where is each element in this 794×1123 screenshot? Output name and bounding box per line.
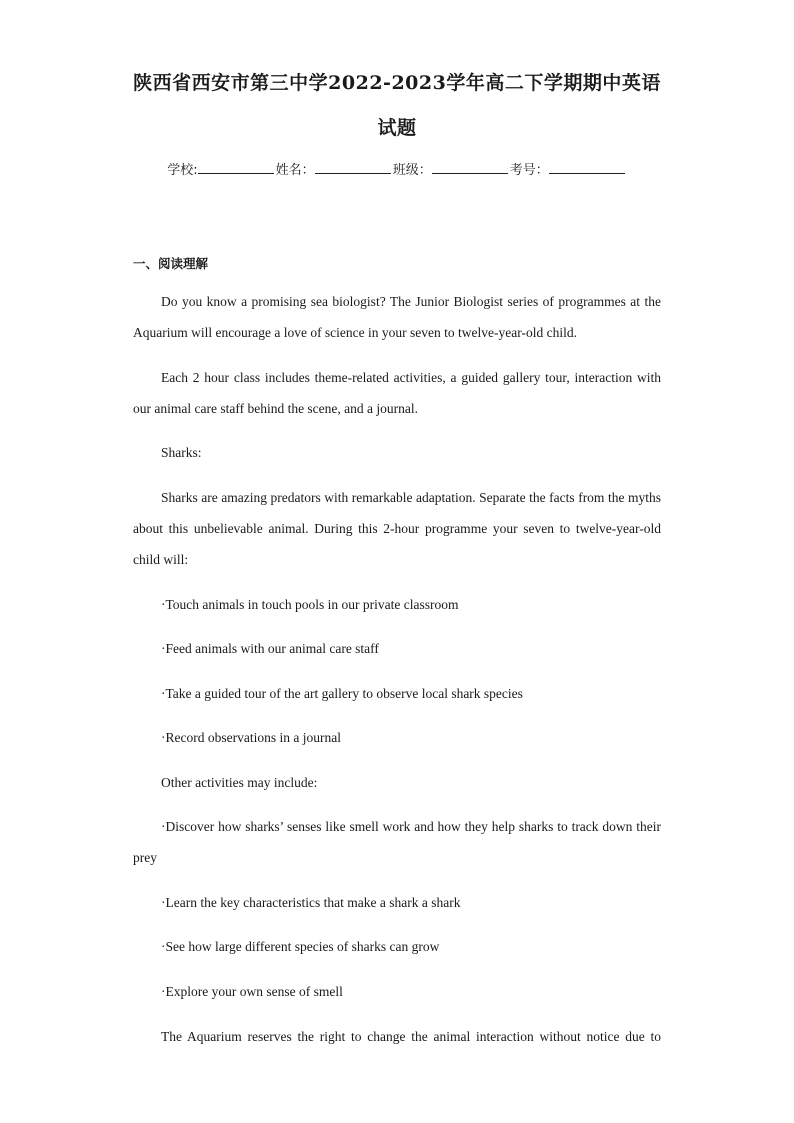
bullet-item-7: ·See how large different species of sharks can grow	[161, 939, 440, 954]
bullet-item-8: ·Explore your own sense of smell	[161, 984, 343, 999]
passage-paragraph-3: Sharks are amazing predators with remarkable adaptation. Separate the facts from the myths about this unbelievable animal. During this 2-hour programme your seven to twelve-year-old child will:	[133, 490, 661, 567]
class-label: 班级：	[392, 163, 432, 178]
name-label: 姓名：	[275, 163, 315, 178]
page-title: 陕西省西安市第三中学2022-2023学年高二下学期期中英语	[133, 72, 661, 94]
page-title-continued: 试题	[377, 117, 417, 139]
bullet-item-4: ·Record observations in a journal	[161, 730, 341, 745]
class-blank[interactable]	[432, 161, 508, 174]
passage-subheading-sharks: Sharks:	[161, 445, 202, 460]
school-blank[interactable]	[198, 161, 274, 174]
passage-paragraph-1: Do you know a promising sea biologist? The Junior Biologist series of programmes at the Aquarium will encourage a love of science in your seven to twelve-year-old child.	[133, 294, 661, 340]
student-info-row	[0, 159, 794, 178]
exam-number-label: 考号：	[509, 163, 549, 178]
school-label: 学校:	[167, 163, 198, 178]
bullet-item-1: ·Touch animals in touch pools in our private classroom	[161, 597, 459, 612]
bullet-item-2: ·Feed animals with our animal care staff	[161, 641, 379, 656]
bullet-item-6: ·Learn the key characteristics that make a shark a shark	[161, 895, 461, 910]
name-blank[interactable]	[315, 161, 391, 174]
section-heading: 一、阅读理解	[133, 256, 209, 271]
bullet-item-3: ·Take a guided tour of the art gallery to observe local shark species	[161, 686, 523, 701]
passage-paragraph-2: Each 2 hour class includes theme-related activities, a guided gallery tour, interaction with our animal care staff behind the scene, and a journal.	[133, 370, 661, 416]
bullet-item-5: ·Discover how sharks’ senses like smell work and how they help sharks to track down their prey	[133, 819, 661, 865]
passage-other-activities: Other activities may include:	[161, 775, 318, 790]
passage-paragraph-4: The Aquarium reserves the right to change the animal interaction without notice due to	[161, 1029, 661, 1044]
exam-number-blank[interactable]	[549, 161, 625, 174]
